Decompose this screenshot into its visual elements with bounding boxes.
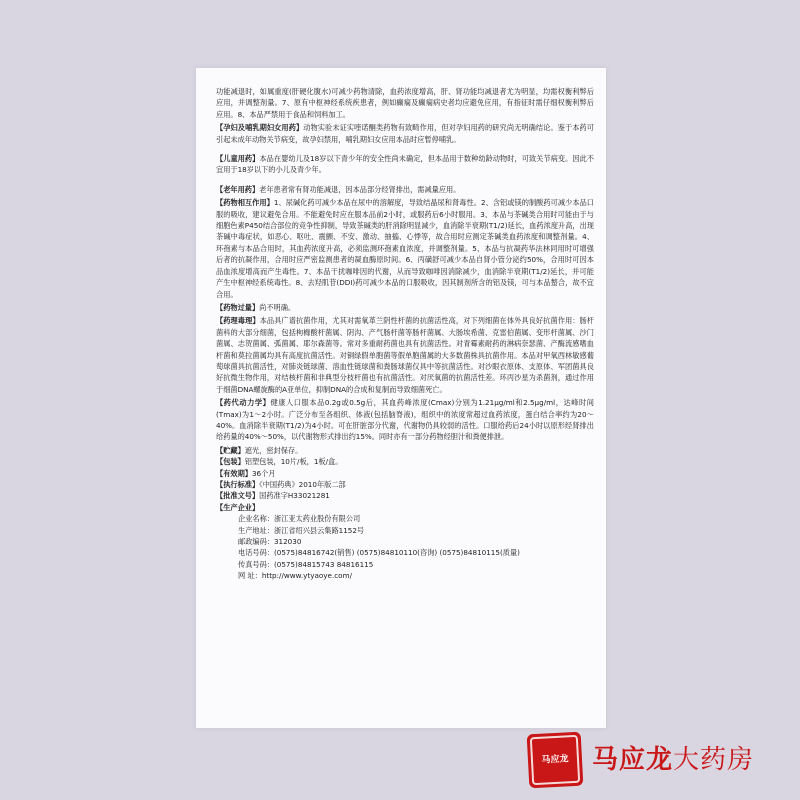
paragraph-interactions: 【药物相互作用】1、尿碱化药可减少本品在尿中的溶解度，导致结晶尿和肾毒性。2、含铝或镁的制酸药可减少本品口服的吸收，建议避免合用。不能避免时应在服本品前2小时，或服药后6小时服用。3、本品与茶碱类合用时可能由于与细胞色素P450结合部位的竞争性抑制，导致茶碱类的肝消除明显减少，血消除半衰期(T1/2)延长，血药浓度升高，出现茶碱中毒症状，如恶心、呕吐、震颤、不安、激动、抽搐、心悸等，故合用时应测定茶碱类血药浓度和调整剂量。4、环孢素与本品合用时，其血药浓度升高，必须监测环孢素血浓度，并调整剂量。5、本品与抗凝药华法林同用时可增强后者的抗凝作用，合用时应严密监测患者的凝血酶原时间。6、丙磺舒可减少本品自肾小管分泌约50%，合用时可因本品血浓度增高而产生毒性。7、本品干扰咖啡因的代谢，从而导致咖啡因消除减少，血消除半衰期(T1/2)延长，并可能产生中枢神经系统毒性。8、去羟肌苷(DDI)药可减少本品的口服吸收，因其制剂所含的铝及镁，可与本品螯合，故不宜合用。	[216, 198, 594, 299]
leaflet-text	[216, 86, 594, 582]
section-heading: 【包装】	[216, 457, 245, 467]
company-label: 传真号码：	[238, 559, 274, 569]
paragraph-pediatric: 【儿童用药】本品在婴幼儿及18岁以下青少年的安全性尚未确定，但本品用于数种幼龄动物时，可致关节病变。因此不宜用于18岁以下的小儿及青少年。	[216, 154, 594, 175]
company-label: 生产地址：	[238, 525, 274, 535]
paragraph-expiry: 【有效期】36个月	[216, 468, 276, 478]
section-heading: 【药理毒理】	[216, 316, 260, 326]
company-row	[216, 536, 594, 547]
paragraph-manufacturer	[216, 502, 594, 513]
company-label: 网 址：	[238, 571, 262, 581]
section-heading: 【孕妇及哺乳期妇女用药】	[216, 123, 304, 133]
paragraph-package: 【包装】铝塑包装，10片/板，1板/盒。	[216, 457, 343, 467]
section-heading: 【批准文号】	[216, 491, 260, 501]
company-value: 312030	[273, 537, 302, 547]
section-heading: 【药物相互作用】	[216, 198, 274, 208]
brand-suffix: 大药房	[673, 745, 755, 775]
company-value: http://www.ytyaoye.com/	[261, 571, 352, 581]
company-row	[216, 513, 594, 524]
paragraph-pharmacology: 【药理毒理】本品具广谱抗菌作用，尤其对需氧革兰阴性杆菌的抗菌活性高，对下列细菌在体外具良好抗菌作用：肠杆菌科的大部分细菌，包括枸橼酸杆菌属、阴沟、产气肠杆菌等肠杆菌属、大肠埃希菌、克雷伯菌属、变形杆菌属、沙门菌属、志贺菌属、弧菌属、耶尔森菌等。常对多重耐药菌也具有抗菌活性。对青霉素耐药的淋病奈瑟菌、产酶流感嗜血杆菌和莫拉菌属均具有高度抗菌活性。对铜绿假单胞菌等假单胞菌属的大多数菌株具抗菌作用。本品对甲氧西林敏感葡萄球菌具抗菌活性，对肺炎链球菌、溶血性链球菌和粪肠球菌仅具中等抗菌活性。对沙眼衣原体、支原体、军团菌具良好抗微生物作用，对结核杆菌和非典型分枝杆菌也有抗菌活性。对厌氧菌的抗菌活性差。环丙沙星为杀菌剂，通过作用于细菌DNA螺旋酶的A亚单位，抑制DNA的合成和复制而导致细菌死亡。	[216, 316, 594, 394]
leaflet-page	[196, 68, 606, 728]
seal-text: 马应龙	[530, 735, 580, 785]
brand-name: 马应龙大药房	[592, 745, 755, 775]
section-heading: 【执行标准】	[216, 480, 260, 489]
company-row	[216, 525, 594, 536]
company-value: 浙江亚太药业股份有限公司	[273, 514, 361, 524]
section-heading: 【药代动力学】	[216, 398, 271, 408]
paragraph-standard: 【执行标准】《中国药典》2010年版二部	[216, 480, 346, 489]
paragraph-pharmacokinetics: 【药代动力学】健康人口服本品0.2g或0.5g后，其血药峰浓度(Cmax)分别为1.21μg/ml和2.5μg/ml，达峰时间(Tmax)为1～2小时。广泛分布至各组织、体液(包括脑脊液)，组织中的浓度常超过血药浓度，蛋白结合率约为20～40%。血消除半衰期(T1/2)为4小时。可在肝脏部分代谢，代谢物仍具较弱的活性。口服给药后24小时以原形经肾排出给药量的40%～50%，以代谢物形式排出约15%。同时亦有一部分药物经胆汁和粪便排泄。	[216, 398, 594, 442]
company-label: 邮政编码：	[238, 537, 274, 547]
paragraph-contraindication-cont: 功能减退时，如属重度(肝硬化腹水)可减少药物清除，血药浓度增高，肝、肾功能均减退者尤为明显，均需权衡利弊后应用，并调整剂量。7、原有中枢神经系统疾患者，例如癫痫及癫痫病史者均应避免应用，有指征时需仔细权衡利弊后应用。8、本品严禁用于食品和饲料加工。	[216, 87, 594, 119]
section-heading: 【老年用药】	[216, 184, 260, 194]
paragraph-overdose: 【药物过量】尚不明确。	[216, 302, 296, 312]
seal-stamp	[527, 732, 584, 789]
section-heading: 【儿童用药】	[216, 154, 260, 164]
company-row	[216, 570, 594, 581]
paragraph-elderly: 【老年用药】老年患者常有肾功能减退，因本品部分经肾排出，需减量应用。	[216, 184, 461, 194]
company-label: 企业名称：	[238, 514, 274, 524]
paragraph-approval: 【批准文号】国药准字H33021281	[216, 491, 330, 501]
pharmacy-watermark	[528, 733, 788, 791]
paragraph-pregnancy: 【孕妇及哺乳期妇女用药】动物实验未证实喹诺酮类药物有致畸作用，但对孕妇用药的研究尚无明确结论。鉴于本药可引起未成年动物关节病变，故孕妇禁用，哺乳期妇女应用本品时应暂停哺乳。	[216, 123, 594, 144]
company-row	[216, 559, 594, 570]
section-heading: 【有效期】	[216, 468, 252, 478]
section-heading: 【贮藏】	[216, 445, 245, 455]
section-heading: 【生产企业】	[216, 502, 260, 512]
company-value: 浙江省绍兴县云集路1152号	[273, 525, 365, 535]
paragraph-storage: 【贮藏】遮光，密封保存。	[216, 445, 303, 455]
company-value: (0575)84816742(销售) (0575)84810110(咨询) (0575)84810115(质量)	[273, 548, 520, 558]
company-row	[216, 547, 594, 558]
company-label: 电话号码：	[238, 548, 274, 558]
company-value: (0575)84815743 84816115	[273, 559, 374, 569]
section-heading: 【药物过量】	[216, 302, 260, 312]
